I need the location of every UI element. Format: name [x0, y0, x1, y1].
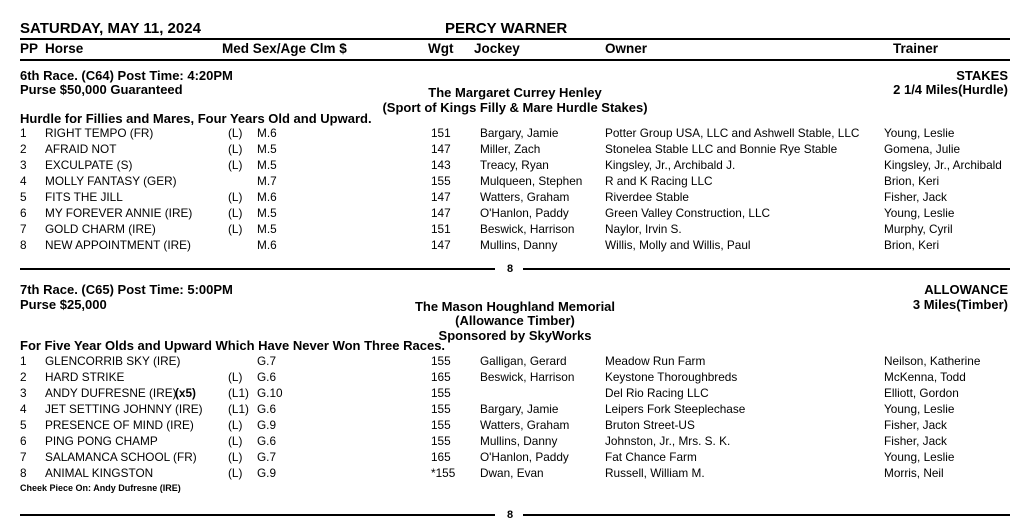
col-owner: Owner	[605, 41, 648, 56]
entry-jockey: Treacy, Ryan	[480, 158, 549, 172]
equipment-note: Cheek Piece On: Andy Dufresne (IRE)	[20, 483, 181, 493]
entry-owner: Naylor, Irvin S.	[605, 222, 682, 236]
header-rule-bottom	[20, 59, 1010, 61]
entry-wgt: 155	[431, 402, 451, 416]
entry-owner: Willis, Molly and Willis, Paul	[605, 238, 751, 252]
entry-owner: Del Rio Racing LLC	[605, 386, 709, 400]
entry-jockey: Galligan, Gerard	[480, 354, 567, 368]
entry-wgt: 155	[431, 174, 451, 188]
entry-wgt: 155	[431, 418, 451, 432]
entry-trainer: Elliott, Gordon	[884, 386, 959, 400]
entry-row	[0, 206, 1020, 222]
entry-trainer: McKenna, Todd	[884, 370, 966, 384]
entry-wgt: 147	[431, 142, 451, 156]
entry-owner: Keystone Thoroughbreds	[605, 370, 738, 384]
entry-sex-age: G.7	[257, 450, 277, 464]
race-sponsor: Sponsored by SkyWorks	[438, 328, 592, 343]
col-pp: PP	[20, 41, 39, 56]
entry-sex-age: M.5	[257, 206, 277, 220]
entry-row	[0, 386, 1020, 402]
header-rule-top	[20, 38, 1010, 40]
entry-sex-age: G.6	[257, 434, 277, 448]
venue-name: PERCY WARNER	[445, 20, 568, 37]
entry-jockey: Bargary, Jamie	[480, 126, 559, 140]
entry-pp: 3	[20, 386, 27, 400]
entry-sex-age: M.5	[257, 142, 277, 156]
entry-sex-age: G.9	[257, 418, 277, 432]
entry-pp: 6	[20, 206, 27, 220]
entry-jockey: O'Hanlon, Paddy	[480, 206, 569, 220]
race-type: STAKES	[956, 68, 1008, 83]
entry-med: (L1)	[228, 386, 249, 400]
entry-sex-age: G.9	[257, 466, 277, 480]
entry-horse: EXCULPATE (S)	[45, 158, 133, 172]
entry-row	[0, 466, 1020, 482]
entry-med: (L)	[228, 434, 243, 448]
entry-jockey: Mulqueen, Stephen	[480, 174, 583, 188]
entry-horse: PING PONG CHAMP	[45, 434, 158, 448]
entry-sex-age: G.6	[257, 370, 277, 384]
entry-pp: 5	[20, 190, 27, 204]
entry-jockey: Bargary, Jamie	[480, 402, 559, 416]
entry-sex-age: M.5	[257, 222, 277, 236]
entry-med: (L)	[228, 126, 243, 140]
entry-wgt: 155	[431, 386, 451, 400]
entry-owner: R and K Racing LLC	[605, 174, 713, 188]
entry-owner: Green Valley Construction, LLC	[605, 206, 771, 220]
entry-pp: 3	[20, 158, 27, 172]
entry-sex-age: M.6	[257, 126, 277, 140]
race-distance: 2 1/4 Miles(Hurdle)	[893, 82, 1008, 97]
entry-pp: 4	[20, 174, 27, 188]
entry-sex-age: M.5	[257, 158, 277, 172]
race-subtitle: (Sport of Kings Filly & Mare Hurdle Stakes)	[382, 100, 648, 115]
col-horse: Horse	[45, 41, 84, 56]
entry-pp: 6	[20, 434, 27, 448]
entry-row	[0, 434, 1020, 450]
entry-horse-note: (x5)	[175, 386, 196, 400]
entry-med: (L)	[228, 206, 243, 220]
entry-jockey: Watters, Graham	[480, 418, 570, 432]
entry-trainer: Young, Leslie	[884, 450, 955, 464]
entry-med: (L)	[228, 190, 243, 204]
race-subtitle: (Allowance Timber)	[455, 313, 575, 328]
entry-sex-age: G.7	[257, 354, 277, 368]
race-title: The Margaret Currey Henley	[428, 85, 602, 100]
entry-sex-age: G.6	[257, 402, 277, 416]
entry-med: (L)	[228, 222, 243, 236]
entry-trainer: Brion, Keri	[884, 174, 940, 188]
entry-wgt: 147	[431, 206, 451, 220]
race-distance: 3 Miles(Timber)	[912, 297, 1008, 312]
entry-med: (L)	[228, 450, 243, 464]
entry-jockey: Mullins, Danny	[480, 238, 558, 252]
entry-wgt: 147	[431, 190, 451, 204]
entry-horse: ANIMAL KINGSTON	[45, 466, 154, 480]
entry-trainer: Brion, Keri	[884, 238, 940, 252]
entry-horse: NEW APPOINTMENT (IRE)	[45, 238, 191, 252]
entry-wgt: 155	[431, 354, 451, 368]
race-line: 7th Race. (C65) Post Time: 5:00PM	[20, 282, 233, 297]
col-jockey: Jockey	[474, 41, 520, 56]
entry-row	[0, 158, 1020, 174]
entry-horse: RIGHT TEMPO (FR)	[45, 126, 154, 140]
entry-trainer: Murphy, Cyril	[884, 222, 953, 236]
entry-trainer: Young, Leslie	[884, 402, 955, 416]
entry-med: (L)	[228, 142, 243, 156]
entry-owner: Kingsley, Jr., Archibald J.	[605, 158, 736, 172]
entry-row	[0, 190, 1020, 206]
entry-trainer: Fisher, Jack	[884, 190, 947, 204]
card-date: SATURDAY, MAY 11, 2024	[20, 20, 201, 37]
race-7-rule-left	[20, 514, 495, 516]
entry-med: (L1)	[228, 402, 249, 416]
entry-wgt: 143	[431, 158, 451, 172]
entry-trainer: Morris, Neil	[884, 466, 944, 480]
entry-horse: MY FOREVER ANNIE (IRE)	[45, 206, 193, 220]
col-claim: Clm $	[310, 41, 347, 56]
entry-owner: Leipers Fork Steeplechase	[605, 402, 746, 416]
entry-pp: 2	[20, 370, 27, 384]
entry-jockey: O'Hanlon, Paddy	[480, 450, 569, 464]
entry-wgt: 151	[431, 222, 451, 236]
entry-horse: GOLD CHARM (IRE)	[45, 222, 156, 236]
entry-pp: 8	[20, 238, 27, 252]
entry-sex-age: M.6	[257, 238, 277, 252]
entry-horse: ANDY DUFRESNE (IRE)	[45, 386, 177, 400]
race-7-rule-right	[523, 514, 1010, 516]
race-purse: Purse $50,000 Guaranteed	[20, 82, 183, 97]
col-trainer: Trainer	[893, 41, 939, 56]
entry-trainer: Fisher, Jack	[884, 434, 947, 448]
entry-med: (L)	[228, 466, 243, 480]
race-6-rule-left	[20, 268, 495, 270]
entry-row	[0, 418, 1020, 434]
entry-wgt: 165	[431, 450, 451, 464]
entry-horse: HARD STRIKE	[45, 370, 125, 384]
entry-pp: 4	[20, 402, 27, 416]
race-purse: Purse $25,000	[20, 297, 107, 312]
entry-horse: MOLLY FANTASY (GER)	[45, 174, 177, 188]
entry-sex-age: M.7	[257, 174, 277, 188]
entry-jockey: Mullins, Danny	[480, 434, 558, 448]
entry-jockey: Dwan, Evan	[480, 466, 544, 480]
entry-wgt: 151	[431, 126, 451, 140]
col-med-sex-age: Med Sex/Age	[222, 41, 307, 56]
entry-wgt: *155	[431, 466, 456, 480]
entry-horse: JET SETTING JOHNNY (IRE)	[45, 402, 203, 416]
entry-wgt: 165	[431, 370, 451, 384]
entry-row	[0, 222, 1020, 238]
entry-pp: 7	[20, 450, 27, 464]
entry-horse: FITS THE JILL	[45, 190, 123, 204]
entry-wgt: 155	[431, 434, 451, 448]
entry-med: (L)	[228, 418, 243, 432]
entry-horse: GLENCORRIB SKY (IRE)	[45, 354, 181, 368]
entry-row	[0, 402, 1020, 418]
entry-row	[0, 370, 1020, 386]
field-count: 8	[507, 263, 514, 275]
entry-owner: Meadow Run Farm	[605, 354, 706, 368]
entry-pp: 8	[20, 466, 27, 480]
entry-owner: Johnston, Jr., Mrs. S. K.	[605, 434, 731, 448]
entry-row	[0, 142, 1020, 158]
entry-horse: SALAMANCA SCHOOL (FR)	[45, 450, 197, 464]
race-conditions: For Five Year Olds and Upward Which Have Never Won Three Races.	[20, 338, 446, 353]
col-weight: Wgt	[428, 41, 454, 56]
entry-owner: Bruton Street-US	[605, 418, 695, 432]
race-line: 6th Race. (C64) Post Time: 4:20PM	[20, 68, 233, 83]
entry-owner: Potter Group USA, LLC and Ashwell Stable, LLC	[605, 126, 860, 140]
race-6-rule-right	[523, 268, 1010, 270]
entry-trainer: Fisher, Jack	[884, 418, 947, 432]
entry-pp: 7	[20, 222, 27, 236]
entry-jockey: Miller, Zach	[480, 142, 541, 156]
race-title: The Mason Houghland Memorial	[414, 299, 616, 314]
field-count: 8	[507, 509, 514, 521]
entry-jockey: Beswick, Harrison	[480, 370, 575, 384]
entry-row	[0, 450, 1020, 466]
entry-trainer: Young, Leslie	[884, 206, 955, 220]
entry-owner: Riverdee Stable	[605, 190, 689, 204]
entry-owner: Stonelea Stable LLC and Bonnie Rye Stable	[605, 142, 838, 156]
entry-row	[0, 174, 1020, 190]
entry-jockey: Beswick, Harrison	[480, 222, 575, 236]
entry-med: (L)	[228, 370, 243, 384]
entry-sex-age: M.6	[257, 190, 277, 204]
entry-horse: AFRAID NOT	[45, 142, 117, 156]
entry-pp: 2	[20, 142, 27, 156]
entry-sex-age: G.10	[257, 386, 283, 400]
entry-owner: Fat Chance Farm	[605, 450, 697, 464]
entry-owner: Russell, William M.	[605, 466, 705, 480]
entry-wgt: 147	[431, 238, 451, 252]
entry-trainer: Young, Leslie	[884, 126, 955, 140]
entry-pp: 1	[20, 354, 27, 368]
entry-trainer: Kingsley, Jr., Archibald	[884, 158, 1002, 172]
race-type: ALLOWANCE	[924, 282, 1008, 297]
entry-jockey: Watters, Graham	[480, 190, 570, 204]
entry-trainer: Neilson, Katherine	[884, 354, 981, 368]
entry-trainer: Gomena, Julie	[884, 142, 961, 156]
race-conditions: Hurdle for Fillies and Mares, Four Years Old and Upward.	[20, 111, 372, 126]
entry-row	[0, 238, 1020, 254]
entry-med: (L)	[228, 158, 243, 172]
entry-horse: PRESENCE OF MIND (IRE)	[45, 418, 194, 432]
entry-pp: 5	[20, 418, 27, 432]
entry-row	[0, 126, 1020, 142]
entry-row	[0, 354, 1020, 370]
entry-pp: 1	[20, 126, 27, 140]
